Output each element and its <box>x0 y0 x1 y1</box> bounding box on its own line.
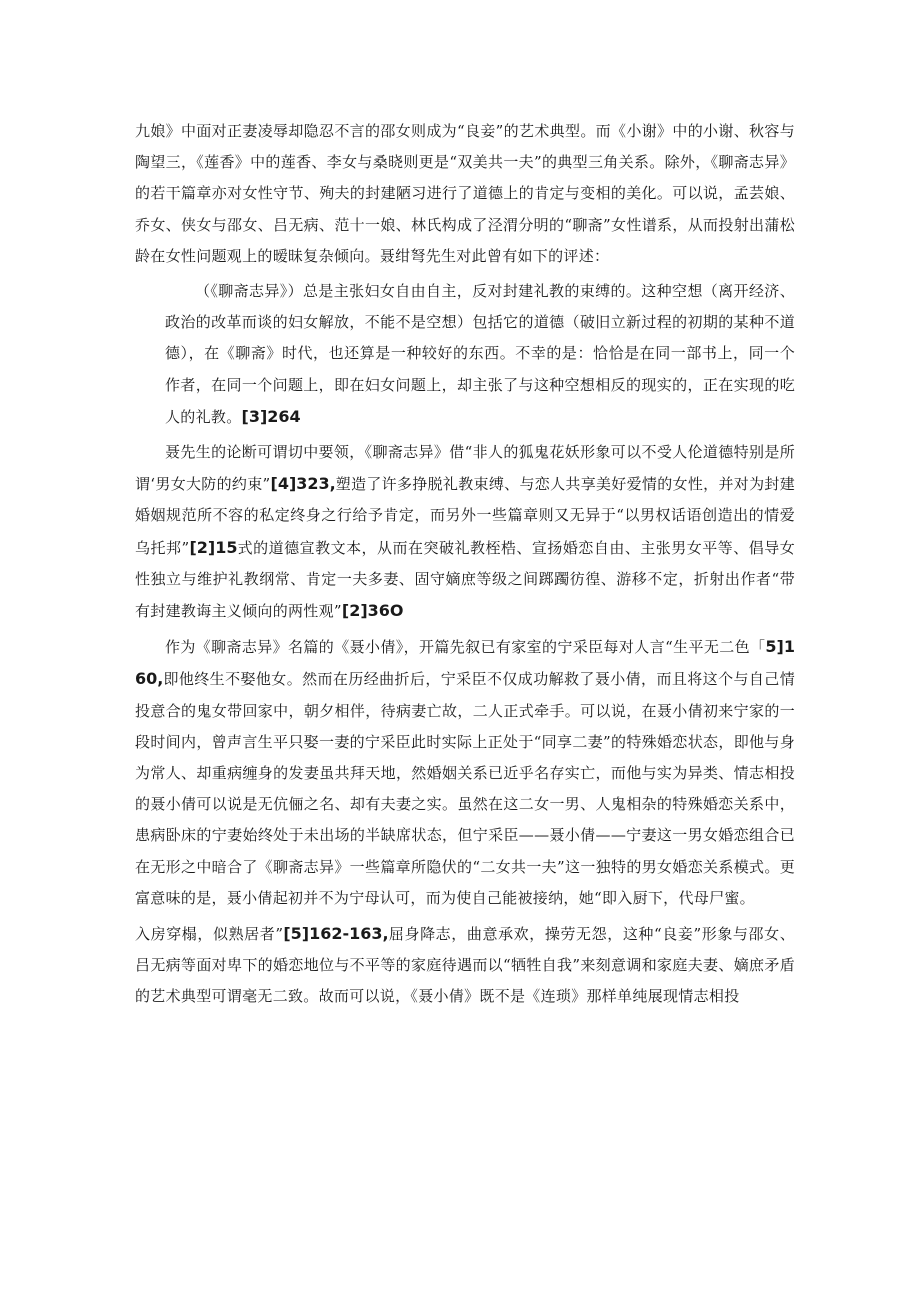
citation-3-264: [3]264 <box>241 406 301 426</box>
block-quote <box>165 276 795 433</box>
paragraph-4-text-1: 入房穿榻，似熟居者” <box>135 925 284 944</box>
block-quote-text: （《聊斋志异》）总是主张妇女自由自主，反对封建礼教的束缚的。这种空想（离开经济、政治的改革而谈的妇女解放，不能不是空想）包括它的道德（破旧立新过程的初期的某种不道德），在《聊斋》时代，也还算是一种较好的东西。不幸的是：恰恰是在同一部书上，同一个作者，在同一个问题上，即在妇女问题上，却主张了与这种空想相反的现实的，正在实现的吃人的礼教。 <box>165 282 795 426</box>
paragraph-2 <box>135 437 795 627</box>
citation-2-15: [2]15 <box>189 537 238 557</box>
document-body <box>135 116 795 1013</box>
paragraph-3-text-1: 作为《聊斋志异》名篇的《聂小倩》，开篇先叙已有家室的宁采臣每对人言“生平无二色「 <box>165 638 766 657</box>
paragraph-2-text-1: 聂先生的论断可谓切中要领，《聊斋志异》借“非人的狐鬼花妖形象可以不受人伦道德特别是所谓‘男女大防的约束” <box>135 443 795 494</box>
paragraph-2-text-2: 塑造了许多挣脱礼教束缚、与恋人共享美好爱情的女性，并对为封建婚姻规范所不容的私定终身之行给予肯定，而另外一些篇章则又无异于“以男权话语创造出的情爱乌托邦” <box>135 475 795 557</box>
citation-5-162-163: [5]162-163, <box>283 924 389 944</box>
paragraph-1 <box>135 116 795 272</box>
paragraph-4-text-2: 屈身降志，曲意承欢，操劳无怨，这种“良妾”形象与邵女、吕无病等面对卑下的婚恋地位与不平等的家庭待遇而以“牺牲自我”来刻意调和家庭夫妻、嫡庶矛盾的艺术典型可谓毫无二致。故而可以说，《聂小倩》既不是《连琐》那样单纯展现情志相投 <box>135 925 795 1006</box>
citation-2-36o: [2]36O <box>341 601 404 621</box>
citation-5-160: 5]160, <box>135 637 795 689</box>
paragraph-1-text: 九娘》中面对正妻凌辱却隐忍不言的邵女则成为“良妾”的艺术典型。而《小谢》中的小谢、秋容与陶望三，《莲香》中的莲香、李女与桑晓则更是“双美共一夫”的典型三角关系。除外，《聊斋志异》的若干篇章亦对女性守节、殉夫的封建陋习进行了道德上的肯定与变相的美化。可以说，孟芸娘、乔女、侠女与邵女、吕无病、范十一娘、林氏构成了泾渭分明的“聊斋”女性谱系，从而投射出蒲松龄在女性问题观上的暧昧复杂倾向。聂绀弩先生对此曾有如下的评述： <box>135 122 795 265</box>
citation-4-323: [4]323, <box>270 474 336 494</box>
paragraph-4 <box>135 918 795 1013</box>
paragraph-2-text-3: 式的道德宣教文本，从而在突破礼教桎梏、宣扬婚恋自由、主张男女平等、倡导女性独立与维护礼教纲常、肯定一夫多妻、固守嫡庶等级之间踯躅彷徨、游移不定，折射出作者“带有封建教诲主义倾向的两性观” <box>135 538 795 621</box>
paragraph-3 <box>135 631 795 914</box>
paragraph-3-text-2: 即他终生不娶他女。然而在历经曲折后，宁采臣不仅成功解救了聂小倩，而且将这个与自己情投意合的鬼女带回家中，朝夕相伴，待病妻亡故，二人正式牵手。可以说，在聂小倩初来宁家的一段时间内，曾声言生平只娶一妻的宁采臣此时实际上正处于“同享二妻”的特殊婚恋状态，即他与身为常人、却重病缠身的发妻虽共拜天地，然婚姻关系已近乎名存实亡，而他与实为异类、情志相投的聂小倩可以说是无伉俪之名、却有夫妻之实。虽然在这二女一男、人鬼相杂的特殊婚恋关系中，患病卧床的宁妻始终处于未出场的半缺席状态，但宁采臣——聂小倩——宁妻这一男女婚恋组合已在无形之中暗合了《聊斋志异》一些篇章所隐伏的“二女共一夫”这一独特的男女婚恋关系模式。更富意味的是，聂小倩起初并不为宁母认可，而为使自己能被接纳，她“即入厨下，代母尸蜜。 <box>135 670 795 907</box>
